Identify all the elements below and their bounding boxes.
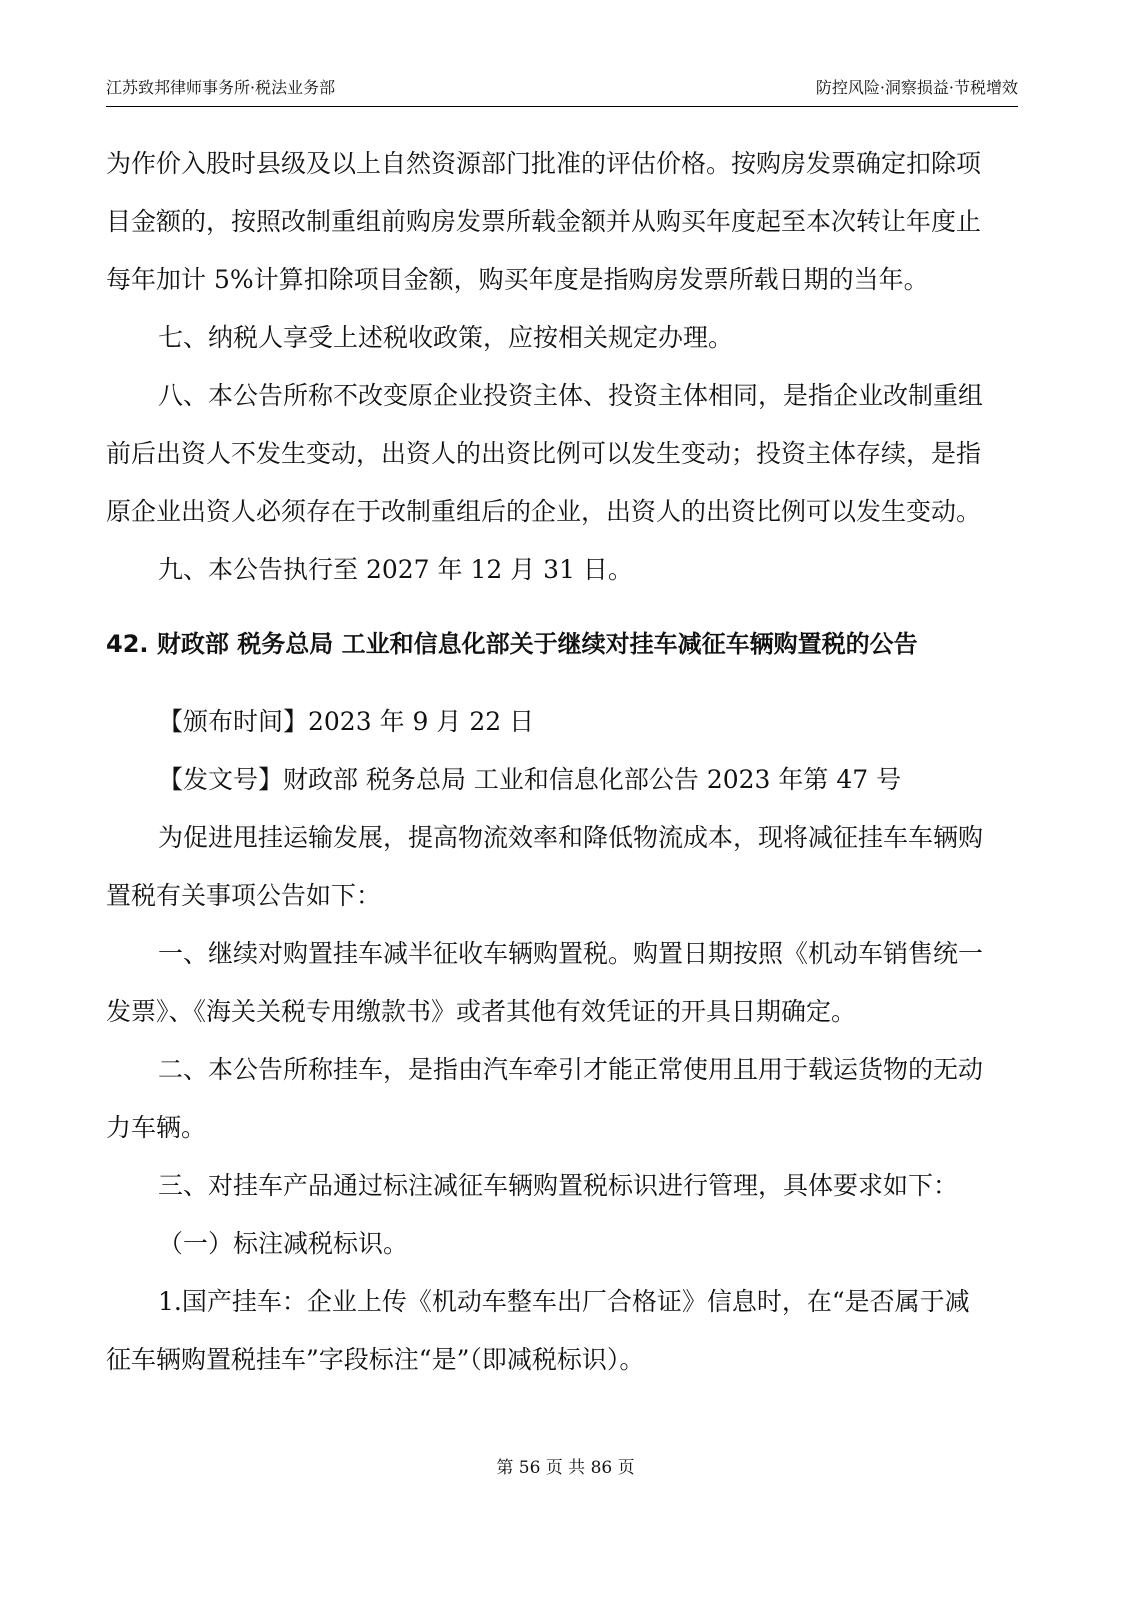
page-number: 第 56 页 共 86 页 <box>496 1458 635 1478</box>
paragraph-item-8: 八、本公告所称不改变原企业投资主体、投资主体相同，是指企业改制重组 <box>158 381 984 410</box>
section-heading: 42. 财政部 税务总局 工业和信息化部关于继续对挂车减征车辆购置税的公告 <box>106 630 918 658</box>
header-firm-name: 江苏致邦律师事务所·税法业务部 <box>106 78 336 97</box>
body-line: 置税有关事项公告如下： <box>106 881 382 910</box>
body-line: 发票》、《海关关税专用缴款书》或者其他有效凭证的开具日期确定。 <box>106 997 857 1026</box>
body-line: 征车辆购置税挂车”字段标注“是”（即减税标识）。 <box>106 1345 645 1374</box>
header-slogan: 防控风险·洞察损益·节税增效 <box>815 78 1018 97</box>
body-line: 前后出资人不发生变动，出资人的出资比例可以发生变动；投资主体存续，是指 <box>106 439 982 468</box>
body-line: 力车辆。 <box>106 1113 207 1142</box>
paragraph-item-2: 二、本公告所称挂车，是指由汽车牵引才能正常使用且用于载运货物的无动 <box>158 1055 984 1084</box>
body-line: 为促进甩挂运输发展，提高物流效率和降低物流成本，现将减征挂车车辆购 <box>158 823 984 852</box>
document-number: 【发文号】财政部 税务总局 工业和信息化部公告 2023 年第 47 号 <box>158 765 902 794</box>
paragraph-item-9: 九、本公告执行至 2027 年 12 月 31 日。 <box>158 555 633 584</box>
publish-date: 【颁布时间】2023 年 9 月 22 日 <box>158 707 535 736</box>
body-line: 目金额的，按照改制重组前购房发票所载金额并从购买年度起至本次转让年度止 <box>106 207 982 236</box>
body-line: 每年加计 5%计算扣除项目金额，购买年度是指购房发票所载日期的当年。 <box>106 265 929 294</box>
paragraph-item-7: 七、纳税人享受上述税收政策，应按相关规定办理。 <box>158 323 734 352</box>
sub-item-1-1: 1.国产挂车：企业上传《机动车整车出厂合格证》信息时，在“是否属于减 <box>158 1287 970 1316</box>
body-line: 原企业出资人必须存在于改制重组后的企业，出资人的出资比例可以发生变动。 <box>106 497 982 526</box>
page-header <box>106 74 1018 107</box>
heading-spacer <box>106 690 1018 698</box>
document-body <box>106 140 1018 1394</box>
body-line: 为作价入股时县级及以上自然资源部门批准的评估价格。按购房发票确定扣除项 <box>106 149 982 178</box>
paragraph-item-3: 三、对挂车产品通过标注减征车辆购置税标识进行管理，具体要求如下： <box>158 1171 959 1200</box>
sub-item-1: （一）标注减税标识。 <box>158 1229 409 1258</box>
paragraph-item-1: 一、继续对购置挂车减半征收车辆购置税。购置日期按照《机动车销售统一 <box>158 939 984 968</box>
